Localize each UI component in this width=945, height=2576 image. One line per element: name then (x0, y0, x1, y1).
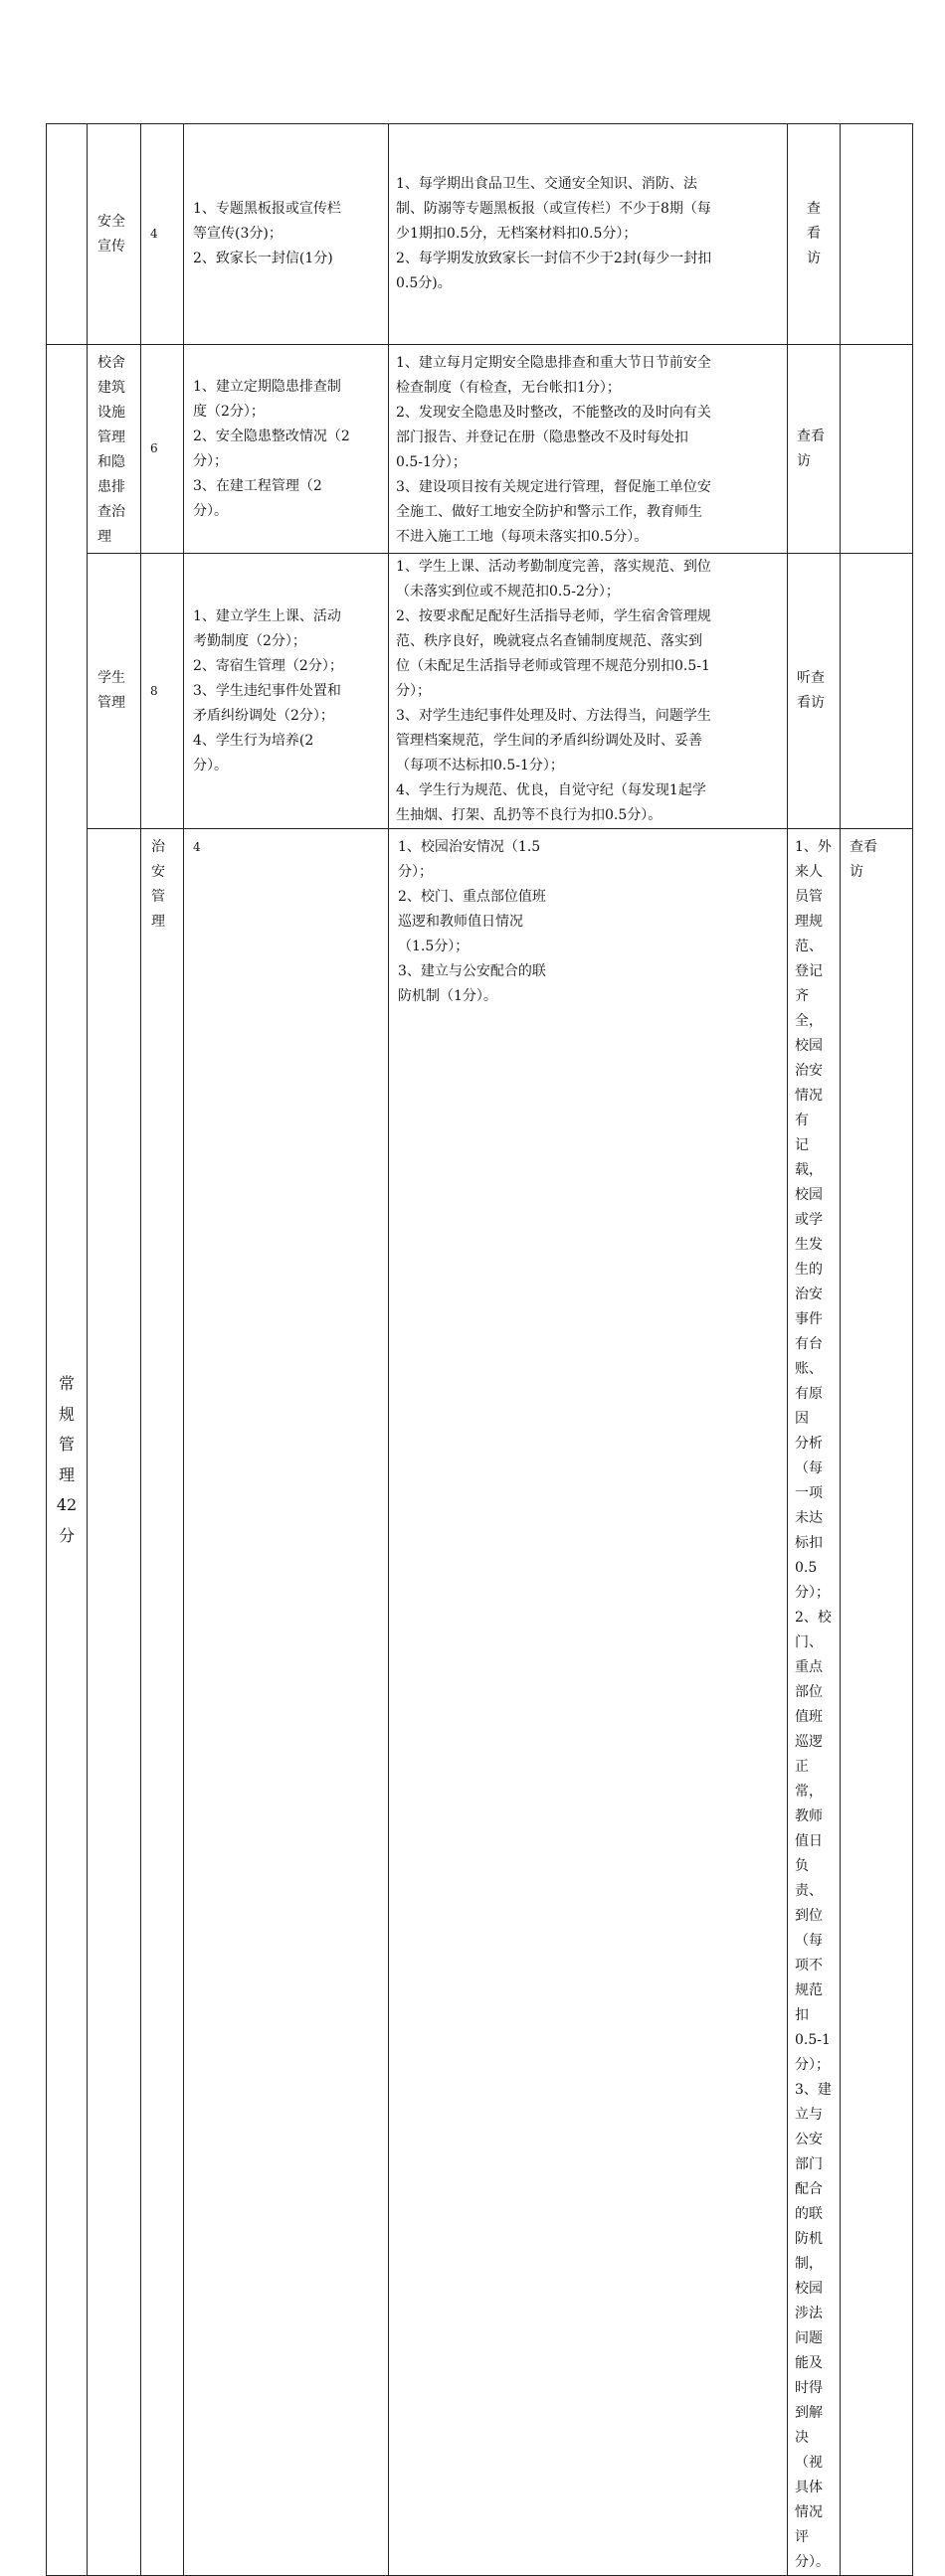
method-text: 查看 访 (850, 839, 877, 880)
table-row (47, 345, 913, 554)
content-cell (389, 829, 788, 2576)
table-row (47, 554, 913, 829)
content-text: 1、专题黑板报或宣传栏 等宣传(3分)； 2、致家长一封信(1分) (193, 201, 341, 266)
content-text: 1、校园治安情况（1.5 分）； 2、校门、重点部位值班 巡逻和教师值日情况 （1.5分）； 3、建立与公安配合的联 防机制（1分）。 (398, 839, 546, 1004)
content-cell (184, 345, 389, 554)
item-name: 学生 管理 (97, 670, 125, 711)
method-text: 听查 看访 (797, 670, 825, 711)
item-name: 治安 管理 (151, 839, 165, 930)
method-cell (788, 345, 841, 554)
score-value: 6 (150, 441, 158, 455)
item-name: 安全 宣传 (97, 213, 125, 255)
method-text: 查看 访 (797, 428, 825, 469)
table-row (47, 124, 913, 345)
score-cell (141, 124, 184, 345)
score-cell (141, 345, 184, 554)
item-cell (88, 554, 141, 829)
criteria-text: 1、外来人员管理规范、登记齐全，校园治安情况有 记载，校园或学生发生的治安事件有台账、有原因 分析（每一项未达标扣0.5分）； 2、校门、重点部位值班巡逻正常，教师值日负责、 到位（每项不规范扣0.5-1分）； 3、建立与公安部门配合的联防机制，校园涉法问题 能及时得到解决（视具体情况评分）。 (795, 839, 832, 2570)
content-text: 1、建立学生上课、活动 考勤制度（2分）； 2、寄宿生管理（2分）； 3、学生违纪事件处置和 矛盾纠纷调处（2分）； 4、学生行为培养(2 分）。 (193, 607, 343, 773)
method-cell (841, 829, 913, 2576)
content-cell (184, 554, 389, 829)
item-cell (88, 124, 141, 345)
criteria-text: 1、每学期出食品卫生、交通安全知识、消防、法 制、防溺等专题黑板报（或宣传栏）不少于8期（每 少1期扣0.5分，无档案材料扣0.5分）； 2、每学期发放致家长一封信不少于2封(每少一封扣 0.5分)。 (396, 176, 712, 291)
remark-cell (841, 124, 913, 345)
criteria-cell (389, 345, 788, 554)
category-cell-empty (47, 124, 88, 345)
score-cell (141, 554, 184, 829)
category-label: 常 规 管 理 42 分 (56, 1374, 78, 1545)
remark-cell (841, 345, 913, 554)
category-cell (47, 345, 88, 2576)
remark-cell (841, 554, 913, 829)
criteria-cell (389, 554, 788, 829)
score-value: 8 (150, 683, 158, 698)
item-cell (141, 829, 184, 2576)
evaluation-table (46, 123, 913, 2576)
method-cell (788, 554, 841, 829)
method-cell (788, 124, 841, 345)
criteria-text: 1、学生上课、活动考勤制度完善，落实规范、到位 （未落实到位或不规范扣0.5-2分）； 2、按要求配足配好生活指导老师，学生宿舍管理规 范、秩序良好，晚就寝点名查铺制度规范、落实到 位（未配足生活指导老师或管理不规范分别扣0.5-1 分）； 3、对学生违纪事件处理及时、方法得当，问题学生 管理档案规范，学生间的矛盾纠纷调处及时、妥善 （每项不达标扣0.5-1分）； 4、学生行为规范、优良，自觉守纪（每发现1起学 生抽烟、打架、乱扔等不良行为扣0.5分）。 (396, 559, 711, 823)
content-text: 1、建立定期隐患排查制 度（2分）； 2、安全隐患整改情况（2 分）； 3、在建工程管理（2 分）。 (193, 378, 350, 519)
content-cell (184, 124, 389, 345)
table-row (47, 829, 913, 2576)
criteria-cell (389, 124, 788, 345)
criteria-text: 1、建立每月定期安全隐患排查和重大节日节前安全 检查制度（有检查，无台帐扣1分）； 2、发现安全隐患及时整改，不能整改的及时向有关 部门报告、并登记在册（隐患整改不及时每处扣 0.5-1分）； 3、建设项目按有关规定进行管理，督促施工单位安 全施工、做好工地安全防护和警示工作，教育师生 不进入施工工地（每项未落实扣0.5分）。 (396, 355, 711, 545)
method-text: 查 看 访 (807, 201, 821, 266)
item-name: 校舍 建筑 设施 管理 和隐 患排 查治 理 (97, 355, 125, 545)
item-cell (88, 345, 141, 554)
score-value: 4 (150, 227, 158, 241)
score-cell (184, 829, 389, 2576)
criteria-cell (788, 829, 841, 2576)
category-cell-empty (88, 829, 141, 2576)
score-value: 4 (193, 840, 201, 854)
